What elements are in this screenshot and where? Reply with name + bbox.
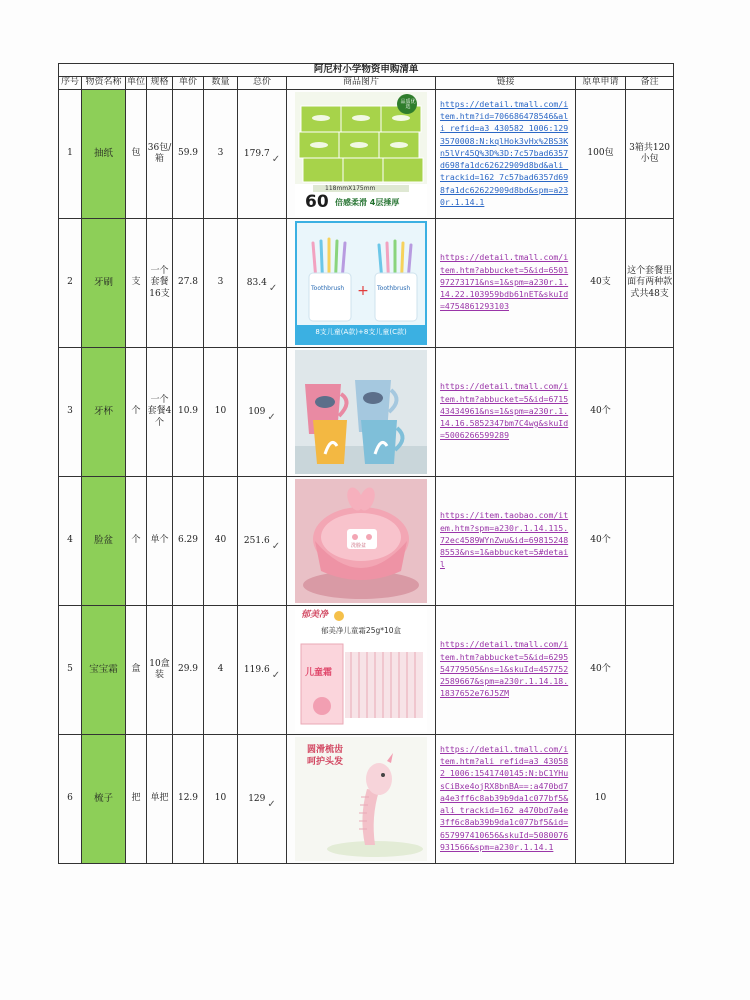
col-header-request: 原单申请 — [576, 76, 626, 89]
product-image-cell — [287, 218, 436, 347]
item-total: 179.7 — [243, 148, 270, 159]
item-total-cell — [238, 347, 287, 476]
item-price: 6.29 — [173, 476, 204, 605]
purchase-table — [58, 63, 674, 864]
item-request: 40个 — [576, 476, 626, 605]
item-total: 251.6 — [243, 535, 270, 546]
item-qty: 3 — [204, 89, 238, 218]
link-cell — [436, 734, 576, 863]
item-price: 59.9 — [173, 89, 204, 218]
product-link[interactable]: https://detail.tmall.com/item.htm?abbucket=5&id=650197273171&ns=1&spm=a230r.1.14.22.103959bdb61nET&skuId=4754861293103 — [440, 252, 569, 312]
item-request: 40个 — [576, 605, 626, 734]
item-total: 109 — [248, 406, 266, 417]
check-mark-icon: ✓ — [267, 411, 276, 423]
comb-product-image — [295, 737, 427, 861]
check-mark-icon: ✓ — [267, 798, 276, 810]
item-total-cell — [238, 89, 287, 218]
cream-product-image — [295, 608, 427, 732]
item-price: 29.9 — [173, 605, 204, 734]
item-request: 100包 — [576, 89, 626, 218]
row-no: 5 — [59, 605, 82, 734]
item-spec: 10盒装 — [147, 605, 173, 734]
check-mark-icon: ✓ — [271, 153, 281, 165]
item-note — [626, 347, 674, 476]
link-cell — [436, 347, 576, 476]
item-name: 牙杯 — [82, 347, 126, 476]
col-header-unit: 单位 — [126, 76, 147, 89]
item-spec: 单把 — [147, 734, 173, 863]
tissue-count: 60 — [305, 191, 329, 212]
tissue-size: 118mmX175mm — [325, 184, 376, 192]
item-name: 牙刷 — [82, 218, 126, 347]
tissue-product-image — [295, 92, 427, 216]
item-qty: 4 — [204, 605, 238, 734]
item-price: 12.9 — [173, 734, 204, 863]
item-unit: 个 — [126, 347, 147, 476]
item-spec: 36包/箱 — [147, 89, 173, 218]
product-image-cell — [287, 89, 436, 218]
item-request: 40支 — [576, 218, 626, 347]
item-qty: 10 — [204, 734, 238, 863]
item-total-cell — [238, 605, 287, 734]
col-header-total: 总价 — [238, 76, 287, 89]
basin-label: 洗脸盆 — [351, 542, 367, 549]
row-no: 6 — [59, 734, 82, 863]
cup-product-image — [295, 350, 427, 474]
item-total: 119.6 — [243, 664, 270, 675]
basin-illustration — [295, 479, 427, 603]
col-header-no: 序号 — [59, 76, 82, 89]
check-mark-icon: ✓ — [271, 540, 281, 552]
item-unit: 盒 — [126, 605, 147, 734]
item-price: 10.9 — [173, 347, 204, 476]
row-no: 4 — [59, 476, 82, 605]
product-link[interactable]: https://detail.tmall.com/item.htm?abbucket=5&id=671543434961&ns=1&spm=a230r.1.14.16.5852347bm7C4wg&skuId=5006266599289 — [440, 381, 569, 441]
item-spec: 一个套餐4个 — [147, 347, 173, 476]
product-image-cell — [287, 476, 436, 605]
item-total: 129 — [248, 793, 266, 804]
table-row — [59, 89, 674, 218]
row-no: 3 — [59, 347, 82, 476]
tissue-tagline: 倍感柔滑 4层捶厚 — [335, 197, 400, 207]
item-note — [626, 476, 674, 605]
item-name: 梳子 — [82, 734, 126, 863]
item-note: 这个套餐里面有两种款式共48支 — [626, 218, 674, 347]
item-qty: 10 — [204, 347, 238, 476]
check-mark-icon: ✓ — [271, 669, 281, 681]
item-qty: 40 — [204, 476, 238, 605]
item-price: 27.8 — [173, 218, 204, 347]
product-image-cell — [287, 605, 436, 734]
item-spec: 单个 — [147, 476, 173, 605]
item-unit: 支 — [126, 218, 147, 347]
link-cell — [436, 605, 576, 734]
col-header-name: 物资名称 — [82, 76, 126, 89]
col-header-qty: 数量 — [204, 76, 238, 89]
item-total-cell — [238, 734, 287, 863]
item-name: 抽纸 — [82, 89, 126, 218]
table-row — [59, 347, 674, 476]
basin-product-image — [295, 479, 427, 603]
item-note: 3箱共120小包 — [626, 89, 674, 218]
item-spec: 一个套餐16支 — [147, 218, 173, 347]
toothbrush-brand-left: Toothbrush — [311, 284, 345, 292]
toothbrush-product-image — [295, 221, 427, 345]
col-header-spec: 规格 — [147, 76, 173, 89]
product-image-cell — [287, 347, 436, 476]
product-link[interactable]: https://item.taobao.com/item.htm?spm=a230r.1.14.115.72ec4589WYnZwu&id=698152488553&ns=1&abbucket=5#detail — [440, 510, 569, 570]
product-image-cell — [287, 734, 436, 863]
product-link[interactable]: https://detail.tmall.com/item.htm?id=706686478546&ali_refid=a3_430582_1006:1293570008:N:kqlHok3vHx%2BS3Kn5lVr45Q%3D%3D:7c57bad6357d698fa1dc62622909d8bd&ali_trackid=162_7c57bad6357d698fa1dc62622909d8bd&spm=a230r.1.14.1 — [440, 98, 569, 207]
link-cell — [436, 89, 576, 218]
table-row — [59, 734, 674, 863]
cream-headline: 郁美净儿童霜25g*10盒 — [320, 625, 402, 635]
item-unit: 把 — [126, 734, 147, 863]
table-row — [59, 605, 674, 734]
item-note — [626, 734, 674, 863]
item-name: 脸盆 — [82, 476, 126, 605]
item-total-cell — [238, 218, 287, 347]
item-request: 10 — [576, 734, 626, 863]
header-row — [59, 76, 674, 89]
link-cell — [436, 476, 576, 605]
comb-headline-2: 呵护头发 — [307, 756, 344, 767]
col-header-price: 单价 — [173, 76, 204, 89]
row-no: 2 — [59, 218, 82, 347]
check-mark-icon: ✓ — [268, 282, 278, 294]
table-title: 阿尼村小学物资申购清单 — [59, 64, 674, 77]
toothbrush-caption: 8支儿童(A款)+8支儿童(C款) — [315, 327, 407, 336]
col-header-link: 链接 — [436, 76, 576, 89]
toothbrush-illustration — [295, 221, 427, 345]
item-name: 宝宝霜 — [82, 605, 126, 734]
tissue-badge: 品质优选 — [400, 98, 416, 111]
item-note — [626, 605, 674, 734]
purchase-sheet — [58, 63, 674, 864]
product-link[interactable]: https://detail.tmall.com/item.htm?abbucket=5&id=629554779505&ns=1&skuId=4577522589667&spm=a230r.1.14.18.1837652e76J5ZM — [440, 639, 569, 699]
cream-brand: 郁美净 — [301, 609, 329, 620]
cup-illustration — [295, 350, 427, 474]
row-no: 1 — [59, 89, 82, 218]
item-request: 40个 — [576, 347, 626, 476]
table-row — [59, 476, 674, 605]
svg-text:+: + — [357, 282, 369, 299]
col-header-note: 备注 — [626, 76, 674, 89]
comb-headline-1: 圆滑梳齿 — [307, 744, 344, 755]
item-total: 83.4 — [246, 277, 267, 288]
toothbrush-brand-right: Toothbrush — [377, 284, 411, 292]
item-qty: 3 — [204, 218, 238, 347]
item-total-cell — [238, 476, 287, 605]
cream-box-text: 儿童霜 — [305, 667, 333, 678]
table-row — [59, 218, 674, 347]
item-unit: 个 — [126, 476, 147, 605]
product-link[interactable]: https://detail.tmall.com/item.htm?ali_refid=a3_430582_1006:1541740145:N:bC1YHusCiBxe4ojRX8bnBA==:a470bd7a4e3ff6c8ab39b9da1c077bf5&ali_trackid=162_a470bd7a4e3ff6c8ab39b9da1c077bf5&id=657997410656&skuId=5080076931566&spm=a230r.1.14.1 — [440, 743, 569, 852]
item-unit: 包 — [126, 89, 147, 218]
link-cell — [436, 218, 576, 347]
col-header-image: 商品图片 — [287, 76, 436, 89]
